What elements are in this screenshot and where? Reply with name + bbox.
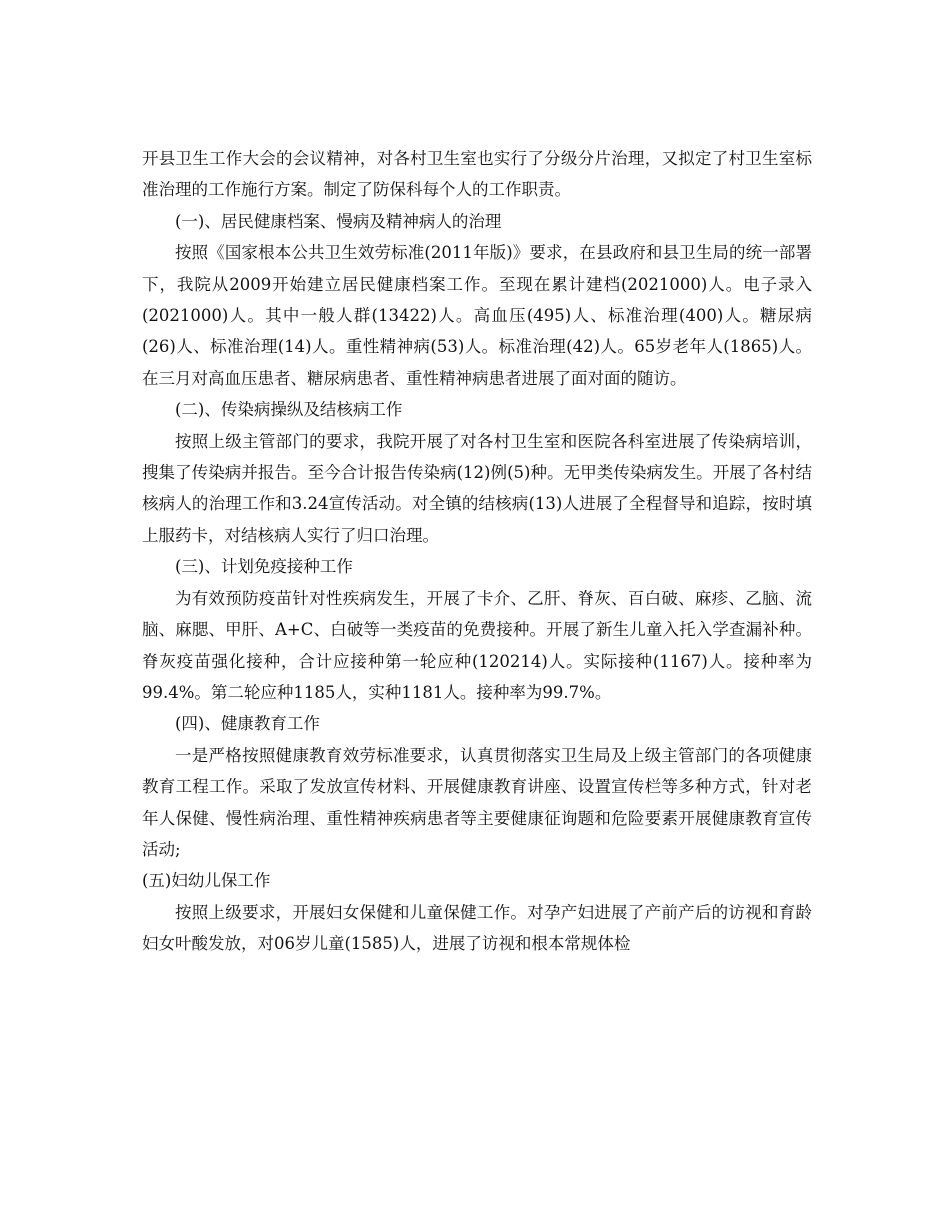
section-heading-1: (一)、居民健康档案、慢病及精神病人的治理 xyxy=(175,211,502,231)
paragraph-5: 一是严格按照健康教育效劳标准要求，认真贯彻落实卫生局及上级主管部门的各项健康教育工程工作。采取了发放宣传材料、开展健康教育讲座、设置宣传栏等多种方式，针对老年人保健、慢性病治理、重性精神疾病患者等主要健康征询题和危险要素开展健康教育宣传活动; xyxy=(142,745,812,859)
paragraph-4: 为有效预防疫苗针对性疾病发生，开展了卡介、乙肝、脊灰、百白破、麻疹、乙脑、流脑、麻腮、甲肝、A+C、白破等一类疫苗的免费接种。开展了新生儿童入托入学查漏补种。脊灰疫苗强化接种，合计应接种第一轮应种(120214)人。实际接种(1167)人。接种率为99.4%。第二轮应种1185人，实种1181人。接种率为99.7%。 xyxy=(142,588,812,702)
section-heading-4: (四)、健康教育工作 xyxy=(175,714,320,734)
section-heading-3: (三)、计划免疫接种工作 xyxy=(175,557,353,577)
section-heading-5: (五)妇幼儿保工作 xyxy=(142,871,271,891)
paragraph-3: 按照上级主管部门的要求，我院开展了对各村卫生室和医院各科室进展了传染病培训，搜集了传染病并报告。至今合计报告传染病(12)例(5)种。无甲类传染病发生。开展了各村结核病人的治理工作和3.24宣传活动。对全镇的结核病(13)人进展了全程督导和追踪，按时填上服药卡，对结核病人实行了归口治理。 xyxy=(142,431,812,545)
paragraph-6: 按照上级要求，开展妇女保健和儿童保健工作。对孕产妇进展了产前产后的访视和育龄妇女叶酸发放，对06岁儿童(1585)人，进展了访视和根本常规体检 xyxy=(142,902,812,954)
paragraph-2: 按照《国家根本公共卫生效劳标准(2011年版)》要求，在县政府和县卫生局的统一部署下，我院从2009开始建立居民健康档案工作。至现在累计建档(2021000)人。电子录入(2021000)人。其中一般人群(13422)人。高血压(495)人、标准治理(400)人。糖尿病(26)人、标准治理(14)人。重性精神病(53)人。标准治理(42)人。65岁老年人(1865)人。在三月对高血压患者、糖尿病患者、重性精神病患者进展了面对面的随访。 xyxy=(142,243,812,388)
section-heading-2: (二)、传染病操纵及结核病工作 xyxy=(175,400,403,420)
paragraph-1: 开县卫生工作大会的会议精神，对各村卫生室也实行了分级分片治理，又拟定了村卫生室标准治理的工作施行方案。制定了防保科每个人的工作职责。 xyxy=(142,149,812,200)
document-page xyxy=(142,143,812,960)
